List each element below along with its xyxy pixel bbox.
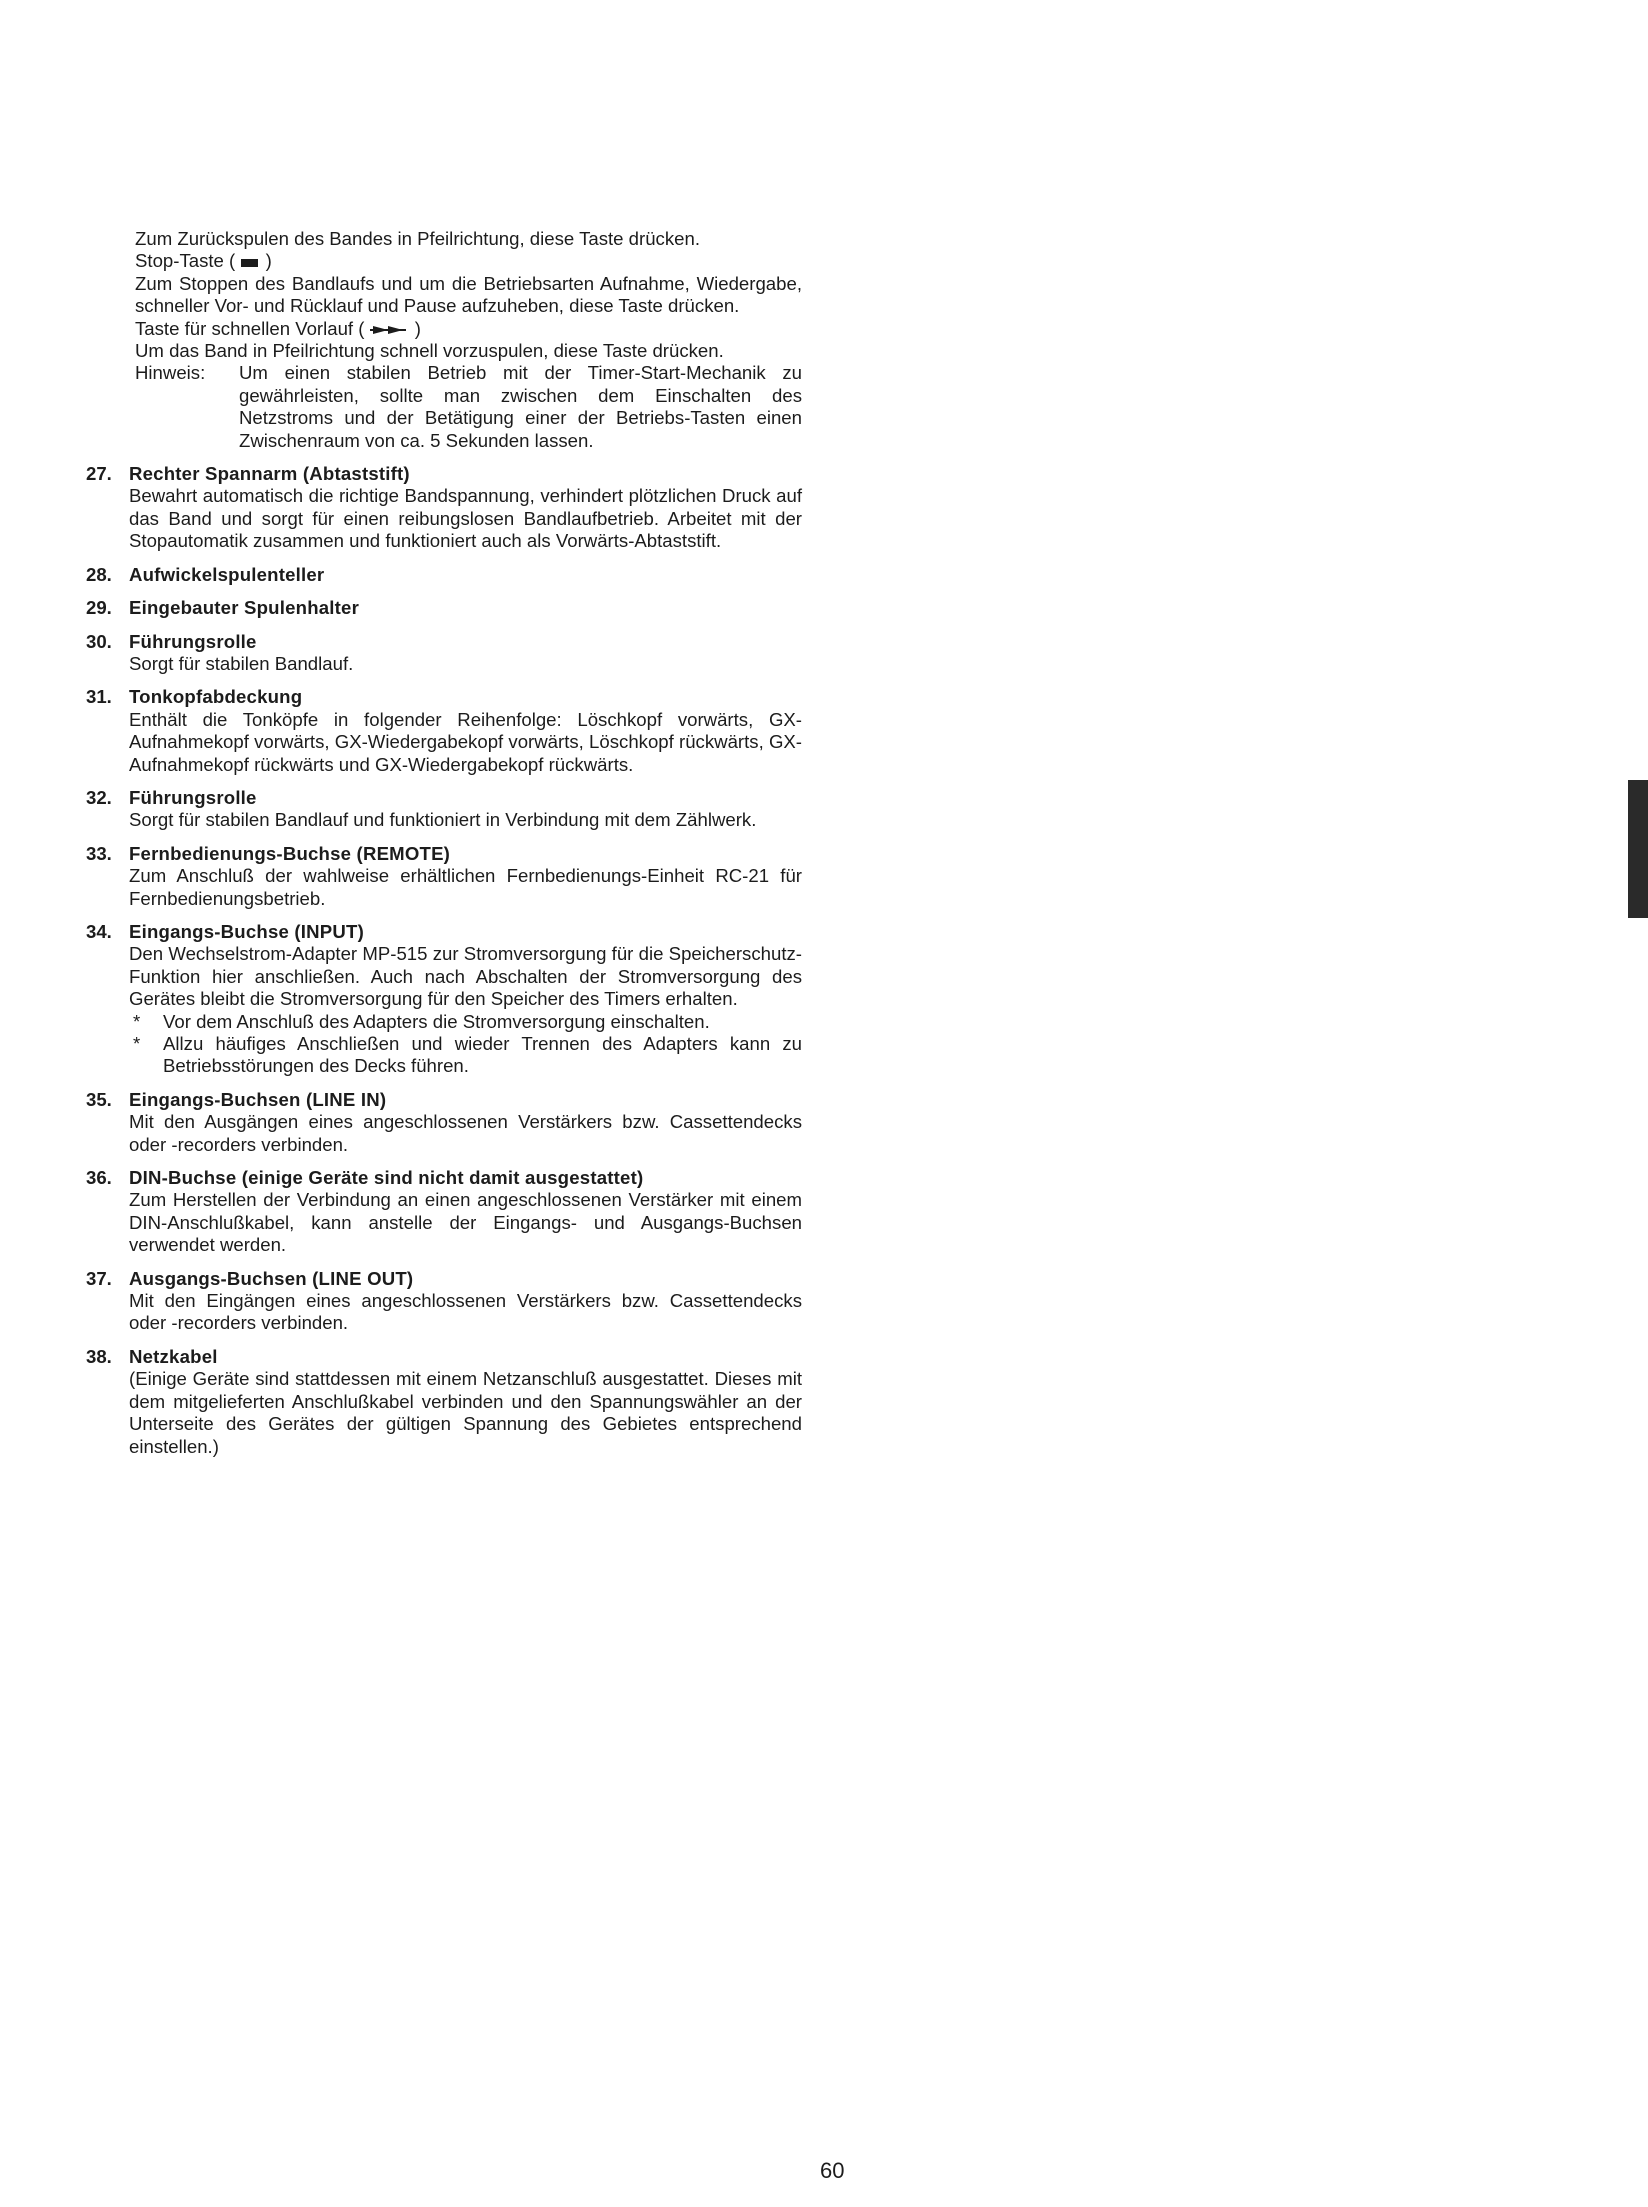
list-item	[86, 843, 802, 910]
item-title: Eingebauter Spulenhalter	[129, 597, 360, 619]
item-text: Bewahrt automatisch die richtige Bandspannung, verhindert plötzlichen Druck auf das Band und sorgt für einen reibungslosen Bandlaufbetrieb. Arbeitet mit der Stopautomatik zusammen und funktioniert auch als Vorwärts-Abtaststift.	[129, 485, 802, 552]
item-title: Aufwickelspulenteller	[129, 563, 325, 585]
fast-forward-icon	[370, 324, 410, 336]
item-title: Führungsrolle	[129, 630, 257, 652]
item-note	[129, 1011, 802, 1033]
item-body	[129, 1346, 802, 1458]
note-marker: *	[133, 1033, 141, 1054]
item-number: 28.	[86, 563, 112, 585]
list-item	[86, 1346, 802, 1458]
item-text: Zum Herstellen der Verbindung an einen angeschlossenen Verstärker mit einem DIN-Anschlußkabel, kann anstelle der Eingangs- und Ausgangs-Buchsen verwendet werden.	[129, 1189, 802, 1256]
edge-tab-marker	[1628, 780, 1648, 918]
item-body	[129, 463, 802, 553]
item-number: 33.	[86, 842, 112, 864]
list-item	[86, 1167, 802, 1257]
list-item	[86, 1089, 802, 1156]
item-text: Sorgt für stabilen Bandlauf.	[129, 652, 354, 674]
text-column	[86, 228, 802, 1458]
item-number: 38.	[86, 1345, 112, 1367]
item-body	[129, 597, 802, 619]
ff-label-after: )	[414, 317, 421, 339]
item-title: Rechter Spannarm (Abtaststift)	[129, 463, 410, 485]
list-item	[86, 564, 802, 586]
item-number: 31.	[86, 686, 112, 708]
item-title: Fernbedienungs-Buchse (REMOTE)	[129, 842, 451, 864]
item-title: Netzkabel	[129, 1345, 218, 1367]
note-marker: *	[133, 1010, 141, 1032]
item-body	[129, 1167, 802, 1257]
ff-label-before: Taste für schnellen Vorlauf (	[135, 317, 365, 339]
hinweis-text: Um einen stabilen Betrieb mit der Timer-Start-Mechanik zu gewährleisten, sollte man zwischen dem Einschalten des Netzstroms und der Betätigung einer der Betriebs-Tasten einen Zwischenraum von ca. 5 Sekunden lassen.	[239, 362, 802, 451]
item-number: 29.	[86, 597, 112, 619]
note-text: Vor dem Anschluß des Adapters die Stromversorgung einschalten.	[163, 1010, 710, 1032]
item-body	[129, 1089, 802, 1156]
item-text: Mit den Eingängen eines angeschlossenen Verstärkers bzw. Cassettendecks oder -recorders verbinden.	[129, 1290, 802, 1334]
item-title: DIN-Buchse (einige Geräte sind nicht damit ausgestattet)	[129, 1167, 644, 1189]
item-body	[129, 843, 802, 910]
item-number: 37.	[86, 1267, 112, 1289]
item-number: 32.	[86, 786, 112, 808]
list-item	[86, 1268, 802, 1335]
item-text: Den Wechselstrom-Adapter MP-515 zur Stromversorgung für die Speicherschutz-Funktion hier anschließen. Auch nach Abschalten der Stromversorgung des Gerätes bleibt die Stromversorgung für den Speicher des Timers erhalten.	[129, 943, 802, 1010]
hinweis-note	[135, 362, 802, 452]
item-body	[129, 564, 802, 586]
list-item	[86, 463, 802, 553]
item-text: Zum Anschluß der wahlweise erhältlichen Fernbedienungs-Einheit RC-21 für Fernbedienungsbetrieb.	[129, 865, 802, 909]
list-item	[86, 597, 802, 619]
stop-heading	[135, 250, 802, 272]
list-item	[86, 921, 802, 1078]
item-title: Führungsrolle	[129, 786, 257, 808]
item-text: Mit den Ausgängen eines angeschlossenen Verstärkers bzw. Cassettendecks oder -recorders verbinden.	[129, 1111, 802, 1155]
item-body	[129, 1268, 802, 1335]
item-number: 34.	[86, 920, 112, 942]
item-body	[129, 686, 802, 776]
stop-text: Zum Stoppen des Bandlaufs und um die Betriebsarten Aufnahme, Wiedergabe, schneller Vor- und Rücklauf und Pause aufzuheben, diese Taste drücken.	[135, 272, 802, 317]
item-number: 35.	[86, 1088, 112, 1110]
item-body	[129, 921, 802, 1078]
item-body	[129, 787, 802, 832]
hinweis-label: Hinweis:	[135, 362, 206, 384]
fast-forward-text: Um das Band in Pfeilrichtung schnell vorzuspulen, diese Taste drücken.	[135, 340, 724, 362]
item-list	[86, 463, 802, 1458]
item-text: (Einige Geräte sind stattdessen mit einem Netzanschluß ausgestattet. Dieses mit dem mitgelieferten Anschlußkabel verbinden und den Spannungswähler an der Unterseite des Gerätes der gültigen Spannung des Gebietes entsprechend einstellen.)	[129, 1368, 802, 1457]
page-number: 60	[820, 2158, 845, 2183]
item-title: Tonkopfabdeckung	[129, 686, 303, 708]
stop-label-before: Stop-Taste (	[135, 250, 236, 272]
list-item	[86, 787, 802, 832]
item-title: Eingangs-Buchse (INPUT)	[129, 920, 364, 942]
item-number: 36.	[86, 1167, 112, 1189]
item-text: Sorgt für stabilen Bandlauf und funktioniert in Verbindung mit dem Zählwerk.	[129, 809, 757, 831]
item-note	[129, 1033, 802, 1078]
list-item	[86, 631, 802, 676]
item-title: Ausgangs-Buchsen (LINE OUT)	[129, 1267, 414, 1289]
item-title: Eingangs-Buchsen (LINE IN)	[129, 1088, 387, 1110]
item-body	[129, 631, 802, 676]
item-number: 30.	[86, 630, 112, 652]
note-text: Allzu häufiges Anschließen und wieder Trennen des Adapters kann zu Betriebsstörungen des Decks führen.	[163, 1033, 802, 1077]
fast-forward-heading	[135, 318, 802, 340]
list-item	[86, 686, 802, 776]
stop-square-icon	[240, 257, 260, 269]
stop-label-after: )	[265, 250, 272, 272]
rewind-text: Zum Zurückspulen des Bandes in Pfeilrichtung, diese Taste drücken.	[135, 228, 701, 249]
item-number: 27.	[86, 463, 112, 485]
item-text: Enthält die Tonköpfe in folgender Reihenfolge: Löschkopf vorwärts, GX-Aufnahmekopf vorwärts, GX-Wiedergabekopf vorwärts, Löschkopf rückwärts, GX-Aufnahmekopf rückwärts und GX-Wiedergabekopf rückwärts.	[129, 708, 802, 775]
